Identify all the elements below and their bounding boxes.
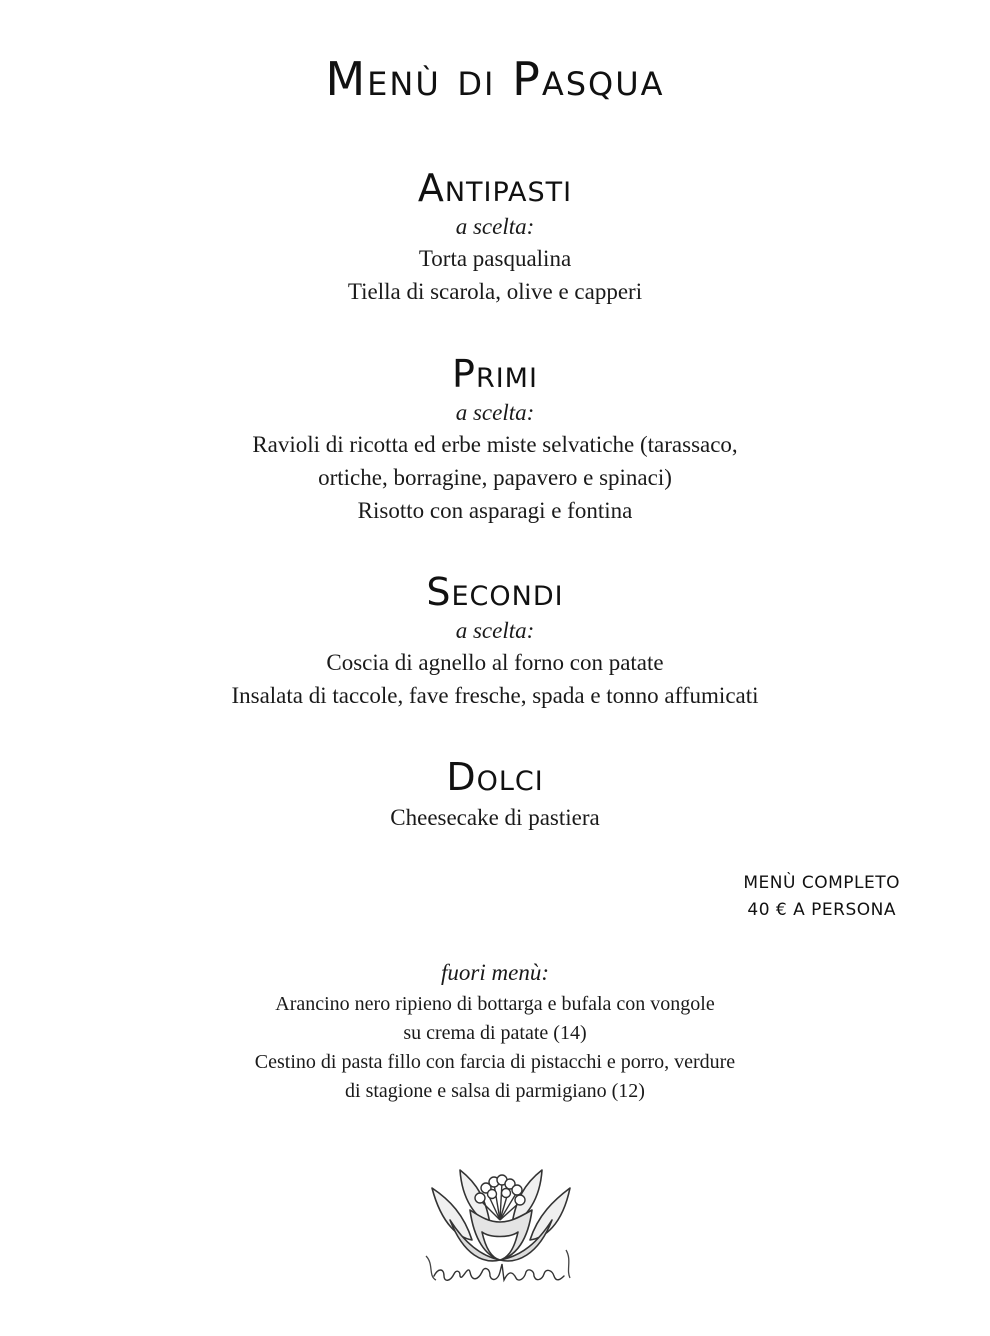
lotus-flower-icon [420,1160,580,1290]
dish-item: ortiche, borragine, papavero e spinaci) [318,465,672,490]
fuori-menu-line: Arancino nero ripieno di bottarga e bufala con vongole [275,993,715,1015]
section-heading: Secondi [426,570,564,614]
choice-label: a scelta: [455,400,535,425]
price-label: MENÙ COMPLETO [743,873,900,893]
price-block [743,870,900,924]
section-heading: Primi [452,352,538,396]
price-value: 40 € A PERSONA [747,900,896,920]
section-secondi [0,570,990,712]
fuori-menu-line: Cestino di pasta fillo con farcia di pistacchi e porro, verdure [254,1051,736,1073]
section-heading: Dolci [446,755,544,799]
dish-item: Ravioli di ricotta ed erbe miste selvatiche (tarassaco, [252,432,738,457]
dish-item: Cheesecake di pastiera [390,805,600,830]
fuori-menu-line: di stagione e salsa di parmigiano (12) [345,1080,645,1102]
fuori-menu-title: fuori menù: [441,960,549,985]
dish-item: Insalata di taccole, fave fresche, spada e tonno affumicati [231,683,759,708]
page-title: Menù di Pasqua [325,52,665,106]
section-primi [0,352,990,527]
choice-label: a scelta: [455,214,535,239]
dish-item: Torta pasqualina [418,246,572,271]
choice-label: a scelta: [455,618,535,643]
dish-item: Tiella di scarola, olive e capperi [347,279,643,304]
section-antipasti [0,166,990,308]
fuori-menu-line: su crema di patate (14) [403,1022,587,1044]
dish-item: Risotto con asparagi e fontina [357,498,633,523]
fuori-menu-block [0,958,990,1106]
section-heading: Antipasti [417,166,573,210]
dish-item: Coscia di agnello al forno con patate [326,650,664,675]
section-dolci [0,755,990,834]
